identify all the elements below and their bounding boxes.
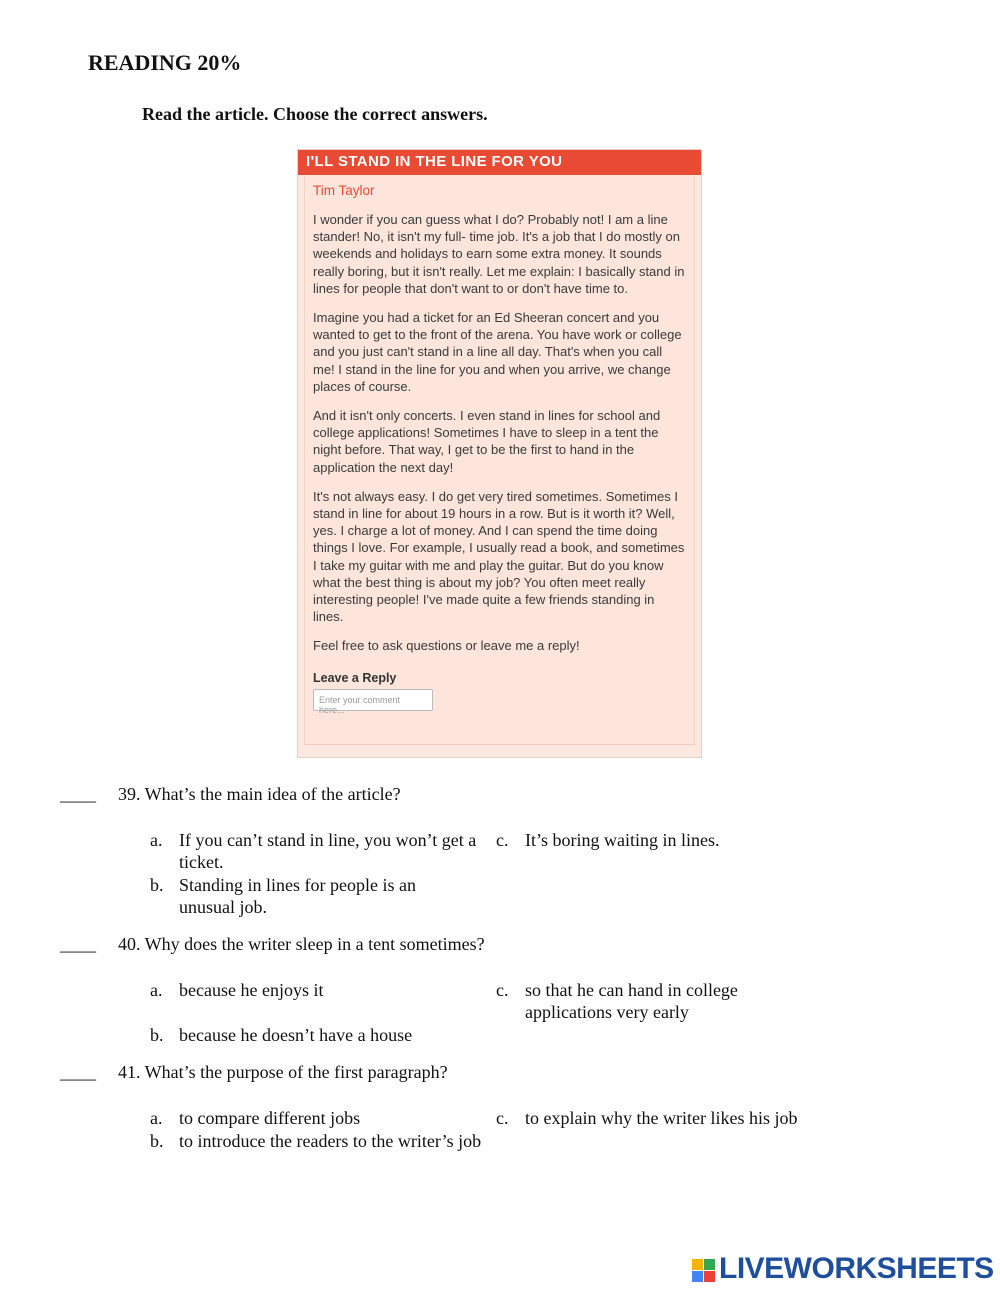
article-paragraph: Feel free to ask questions or leave me a reply! (313, 638, 580, 654)
article-title: I'LL STAND IN THE LINE FOR YOU (298, 150, 701, 175)
question-41 (60, 1062, 448, 1083)
logo-mark-icon (692, 1259, 716, 1283)
option-letter: a. (150, 1108, 163, 1128)
option-text: to compare different jobs (179, 1108, 361, 1128)
option-letter: c. (496, 980, 509, 1000)
instructions: Read the article. Choose the correct answers. (142, 104, 488, 124)
article-body (304, 175, 695, 745)
question-39 (60, 784, 401, 805)
article-author: Tim Taylor (313, 183, 375, 198)
question-text: 41. What’s the purpose of the first paragraph? (118, 1062, 448, 1082)
option-text: to introduce the readers to the writer’s job (179, 1131, 482, 1151)
question-text: 40. Why does the writer sleep in a tent sometimes? (118, 934, 485, 954)
option-letter: c. (496, 830, 509, 850)
option-letter: a. (150, 830, 163, 850)
reply-label: Leave a Reply (313, 670, 397, 685)
section-title: READING 20% (88, 50, 242, 75)
option-letter: b. (150, 1131, 164, 1151)
option-text: If you can’t stand in line, you won’t get a ticket. (179, 830, 477, 872)
article-paragraph: And it isn't only concerts. I even stand in lines for school and college applications! Sometimes I have to sleep in a tent the night before. That way, I get to be the first to hand in the application the next day! (313, 408, 661, 475)
option-text: because he doesn’t have a house (179, 1025, 413, 1045)
answer-blank[interactable]: ____ (60, 934, 96, 954)
question-40 (60, 934, 485, 955)
article-paragraph: It's not always easy. I do get very tired sometimes. Sometimes I stand in line for about 19 hours in a row. But is it worth it? Well, yes. I charge a lot of money. And I can spend the time doing things I love. For example, I usually read a book, and sometimes I take my guitar with me and play the guitar. But do you know what the best thing is about my job? You often meet really interesting people! I've made quite a few friends standing in lines. (313, 488, 685, 625)
answer-blank[interactable]: ____ (60, 784, 96, 804)
option-letter: b. (150, 875, 164, 895)
article-paragraph: Imagine you had a ticket for an Ed Sheeran concert and you wanted to get to the front of the arena. You have work or college and you just can't stand in a line all day. That's when you call me! I stand in the line for you and when you arrive, we change places of course. (313, 310, 682, 394)
option-text: It’s boring waiting in lines. (525, 830, 720, 850)
answer-blank[interactable]: ____ (60, 1062, 96, 1082)
option-text: to explain why the writer likes his job (525, 1108, 798, 1128)
option-text: because he enjoys it (179, 980, 324, 1000)
option-letter: c. (496, 1108, 509, 1128)
reply-input[interactable]: Enter your comment here... (313, 689, 433, 711)
article-paragraph: I wonder if you can guess what I do? Probably not! I am a line stander! No, it isn't my full- time job. It's a job that I do mostly on weekends and holidays to earn some extra money. It sounds really boring, but it isn't really. Let me explain: I basically stand in lines for people that don't want to or don't have time to. (313, 212, 685, 296)
option-letter: a. (150, 980, 163, 1000)
question-text: 39. What’s the main idea of the article? (118, 784, 401, 804)
article-card (297, 149, 702, 758)
option-text: Standing in lines for people is an unusual job. (179, 875, 416, 917)
option-letter: b. (150, 1025, 164, 1045)
logo-text: LIVEWORKSHEETS (719, 1252, 994, 1285)
option-text: so that he can hand in college applications very early (525, 980, 738, 1022)
